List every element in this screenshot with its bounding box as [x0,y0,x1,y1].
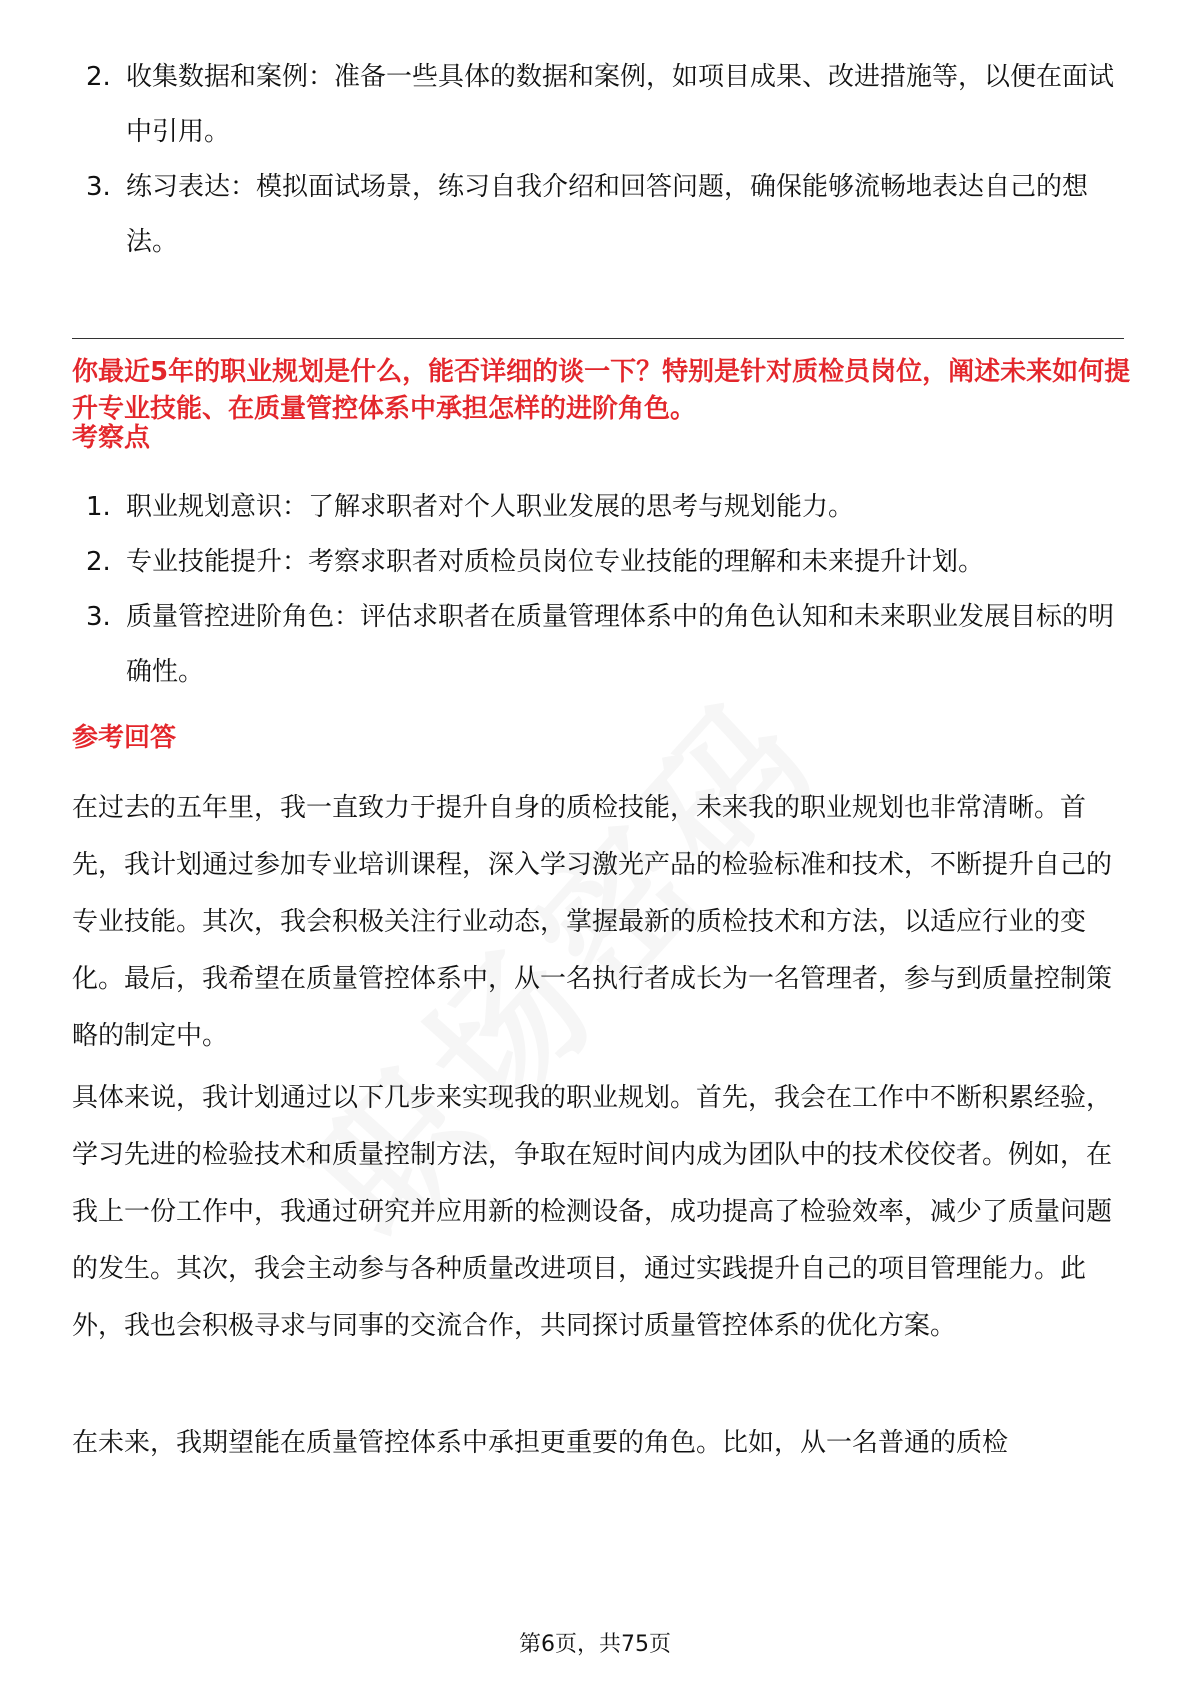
list-text: 职业规划意识：了解求职者对个人职业发展的思考与规划能力。 [126,492,855,522]
list-number: 2. [86,62,111,92]
list-item [72,50,1122,160]
section-heading-answer: 参考回答 [72,723,177,753]
list-number: 3. [86,172,111,202]
list-number: 3. [86,602,111,632]
list-number: 2. [86,547,111,577]
answer-paragraph: 在过去的五年里，我一直致力于提升自身的质检技能，未来我的职业规划也非常清晰。首先，我计划通过参加专业培训课程，深入学习激光产品的检验标准和技术，不断提升自己的专业技能。其次，我会积极关注行业动态，掌握最新的质检技术和方法，以适应行业的变化。最后，我希望在质量管控体系中，从一名执行者成长为一名管理者，参与到质量控制策略的制定中。 [72,793,1113,1051]
section-divider [72,338,1124,339]
kaochadian-list [72,480,1122,700]
list-text: 质量管控进阶角色：评估求职者在质量管理体系中的角色认知和未来职业发展目标的明确性。 [126,602,1115,687]
section-heading-kaochadian: 考察点 [72,423,151,453]
prep-list [72,50,1122,270]
list-item [72,590,1122,700]
list-item [72,480,1122,535]
interview-question: 你最近5年的职业规划是什么，能否详细的谈一下？特别是针对质检员岗位，阐述未来如何提升专业技能、在质量管控体系中承担怎样的进阶角色。 [72,357,1131,424]
list-text: 练习表达：模拟面试场景，练习自我介绍和回答问题，确保能够流畅地表达自己的想法。 [126,172,1089,257]
list-item [72,160,1122,270]
list-number: 1. [86,492,111,522]
answer-paragraph: 在未来，我期望能在质量管控体系中承担更重要的角色。比如，从一名普通的质检 [72,1428,1009,1458]
answer-paragraph: 具体来说，我计划通过以下几步来实现我的职业规划。首先，我会在工作中不断积累经验，学习先进的检验技术和质量控制方法，争取在短时间内成为团队中的技术佼佼者。例如，在我上一份工作中，我通过研究并应用新的检测设备，成功提高了检验效率，减少了质量问题的发生。其次，我会主动参与各种质量改进项目，通过实践提升自己的项目管理能力。此外，我也会积极寻求与同事的交流合作，共同探讨质量管控体系的优化方案。 [72,1083,1113,1341]
list-item [72,535,1122,590]
list-text: 专业技能提升：考察求职者对质检员岗位专业技能的理解和未来提升计划。 [126,547,985,577]
page-footer: 第6页，共75页 [519,1632,671,1657]
list-text: 收集数据和案例：准备一些具体的数据和案例，如项目成果、改进措施等，以便在面试中引用。 [126,62,1115,147]
